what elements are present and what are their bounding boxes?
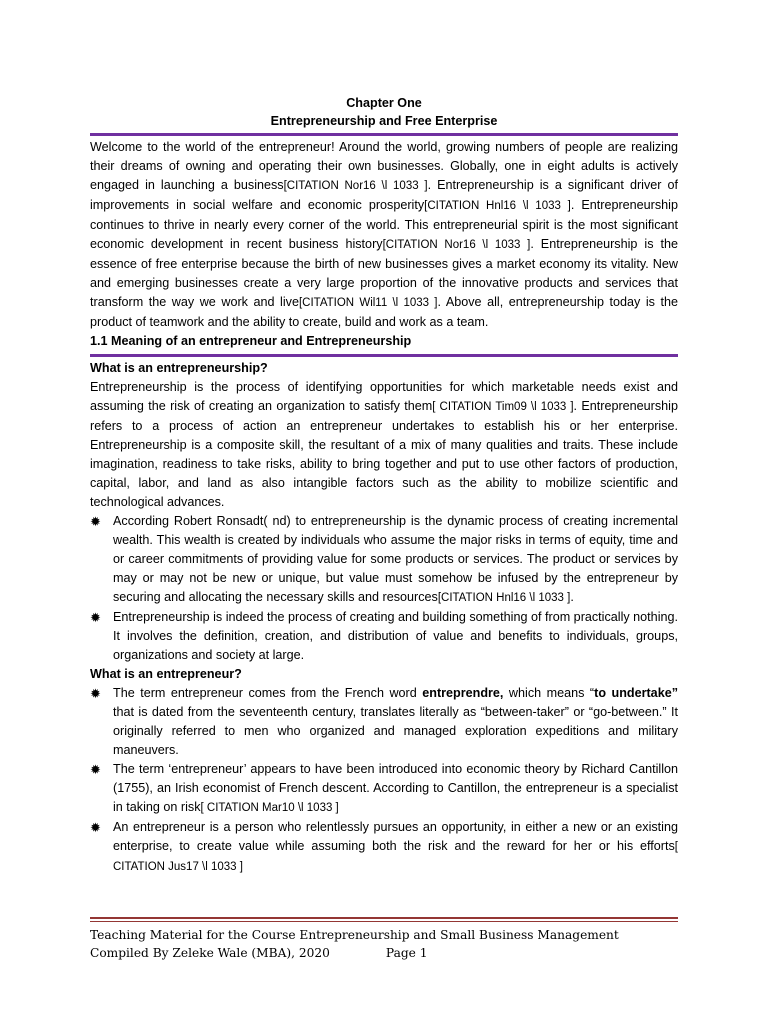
citation: [CITATION Nor16 \l 1033 ]	[382, 239, 531, 251]
footer-divider-thin	[90, 921, 678, 922]
bullet-text: The term entrepreneur comes from the French word	[113, 686, 423, 700]
page-content	[90, 94, 678, 877]
section-heading: 1.1 Meaning of an entrepreneur and Entrepreneurship	[90, 334, 412, 348]
chapter-label: Chapter One	[346, 96, 422, 110]
bullet-list-entrepreneurship	[90, 512, 678, 665]
citation: [CITATION Hnl16 \l 1033 ]	[437, 592, 571, 604]
star-bullet-icon: ✹	[90, 610, 101, 625]
bullet-list-entrepreneur	[90, 684, 678, 877]
list-item	[90, 684, 678, 760]
citation: [ CITATION Jus17 \l 1033 ]	[113, 841, 678, 873]
intro-text-2: . Entrepreneurship is a significant driver of improvements in social welfare and economic prosperity	[90, 178, 678, 212]
question-heading-entrepreneurship: What is an entrepreneurship?	[90, 361, 268, 375]
page-number: Page 1	[385, 946, 428, 960]
bullet-text: The term ‘entrepreneur’ appears to have been introduced into economic theory by Richard Cantillon (1755), an Irish economist of French descent. According to Cantillon, the entrepreneur is a specialist in taking on risk	[113, 762, 678, 814]
footer-compiler-line	[90, 944, 690, 962]
list-item	[90, 512, 678, 608]
list-item	[90, 608, 678, 665]
bullet-text: Entrepreneurship is indeed the process of creating and building something of from practically nothing. It involves the definition, creation, and distribution of value and benefits to individuals, groups, organizations and society at large.	[113, 610, 678, 662]
footer-course-line: Teaching Material for the Course Entrepreneurship and Small Business Management	[90, 928, 619, 942]
bullet-text-end: .	[570, 590, 574, 604]
star-bullet-icon: ✹	[90, 820, 101, 835]
bold-term: to undertake”	[594, 686, 678, 700]
intro-text-5: . Above all, entrepreneurship today is the product of teamwork and the ability to create, build and work as a team.	[90, 295, 678, 329]
star-bullet-icon: ✹	[90, 686, 101, 701]
bullet-text: which means “	[503, 686, 595, 700]
definition-paragraph	[90, 378, 678, 512]
bullet-text: According Robert Ronsadt( nd) to entrepreneurship is the dynamic process of creating incremental wealth. This wealth is created by individuals who assume the major risks in terms of equity, time and or career commitments of providing value for some products or services. The product or services by may or may not be new or unique, but value must somehow be infused by the entrepreneur by securing and allocating the necessary skills and resources	[113, 514, 678, 604]
chapter-title: Entrepreneurship and Free Enterprise	[270, 114, 498, 128]
definition-text-1: Entrepreneurship is the process of identifying opportunities for which marketable needs exist and assuming the risk of creating an organization to satisfy them	[90, 380, 678, 413]
star-bullet-icon: ✹	[90, 514, 101, 529]
bullet-text: An entrepreneur is a person who relentlessly pursues an opportunity, in either a new or an existing enterprise, to create value while assuming both the risk and the reward for her or his efforts	[113, 820, 678, 853]
intro-text-1: Welcome to the world of the entrepreneur! Around the world, growing numbers of people are realizing their dreams of owning and operating their own businesses. Globally, one in eight adults is actively engaged in launching a business	[90, 140, 678, 192]
intro-text-4: . Entrepreneurship is the essence of free enterprise because the birth of new businesses gives a market economy its vitality. New and emerging businesses create a very large proportion of the innovative products and services that transform the way we work and live	[90, 237, 678, 309]
citation: [ CITATION Mar10 \l 1033 ]	[200, 802, 339, 814]
definition-text-2: . Entrepreneurship refers to a process of action an entrepreneur undertakes to establish his or her enterprise. Entrepreneurship is a composite skill, the resultant of a mix of many qualities and traits. These include imagination, readiness to take risks, ability to bring together and put to use other factors of production, capital, labor, and land as also intangible factors such as the ability to mobilize scientific and technological advances.	[90, 399, 678, 509]
title-divider	[90, 133, 678, 136]
footer-divider-thick	[90, 917, 678, 919]
citation: [CITATION Hnl16 \l 1033 ]	[424, 200, 571, 212]
bold-term: entreprendre,	[422, 686, 504, 700]
citation: [ CITATION Tim09 \l 1033 ]	[432, 401, 574, 413]
intro-paragraph	[90, 138, 678, 332]
question-heading-entrepreneur: What is an entrepreneur?	[90, 667, 242, 681]
star-bullet-icon: ✹	[90, 762, 101, 777]
bullet-text: that is dated from the seventeenth century, translates literally as “between-taker” or “go-between.” It originally referred to men who organized and managed exploration expeditions and military maneuvers.	[113, 705, 678, 757]
section-divider	[90, 354, 678, 357]
page-footer	[90, 926, 690, 962]
citation: [CITATION Nor16 \l 1033 ]	[283, 180, 428, 192]
intro-text-3: . Entrepreneurship continues to thrive in nearly every corner of the world. This entrepreneurial spirit is the most significant economic development in recent business history	[90, 198, 678, 251]
citation: [CITATION Wil11 \l 1033 ]	[298, 297, 438, 309]
list-item	[90, 818, 678, 877]
footer-compiler: Compiled By Zeleke Wale (MBA), 2020	[90, 946, 330, 960]
list-item	[90, 760, 678, 818]
